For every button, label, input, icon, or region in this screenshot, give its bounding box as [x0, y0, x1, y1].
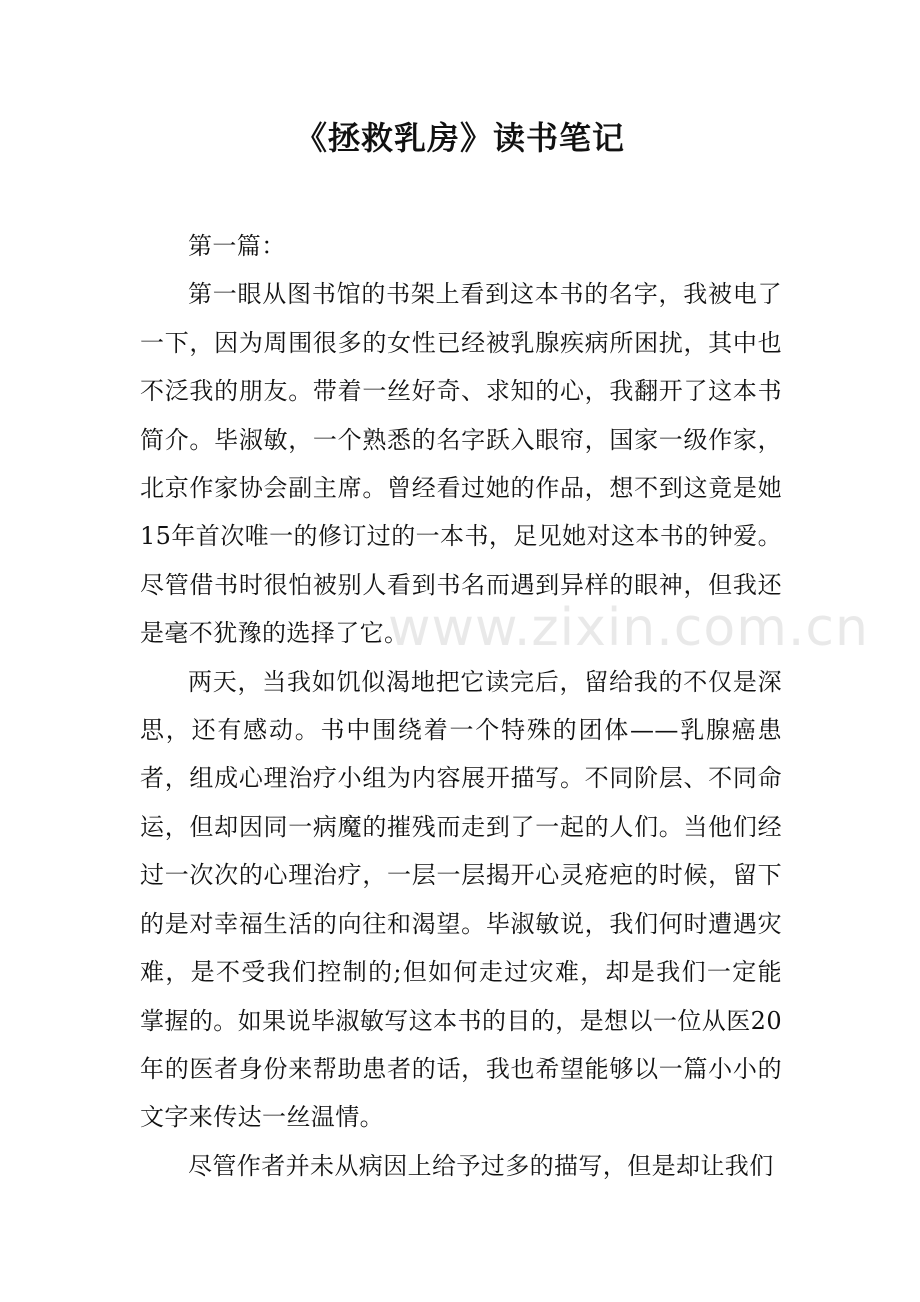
watermark: www.zixin.com.cn: [388, 598, 869, 658]
paragraph-1: 第一眼从图书馆的书架上看到这本书的名字，我被电了一下，因为周围很多的女性已经被乳腺疾病所困扰，其中也不泛我的朋友。带着一丝好奇、求知的心，我翻开了这本书简介。毕淑敏，一个熟悉的名字跃入眼帘，国家一级作家，北京作家协会副主席。曾经看过她的作品，想不到这竟是她15年首次唯一的修订过的一本书，足见她对这本书的钟爱。尽管借书时很怕被别人看到书名而遇到异样的眼神，但我还是毫不犹豫的选择了它。: [140, 280, 782, 648]
paragraph-2: 两天，当我如饥似渴地把它读完后，留给我的不仅是深思，还有感动。书中围绕着一个特殊的团体——乳腺癌患者，组成心理治疗小组为内容展开描写。不同阶层、不同命运，但却因同一病魔的摧残而走到了一起的人们。当他们经过一次次的心理治疗，一层一层揭开心灵疮疤的时候，留下的是对幸福生活的向往和渴望。毕淑敏说，我们何时遭遇灾难，是不受我们控制的;但如何走过灾难，却是我们一定能掌握的。如果说毕淑敏写这本书的目的，是想以一位从医20年的医者身份来帮助患者的话，我也希望能够以一篇小小的文字来传达一丝温情。: [140, 667, 782, 1132]
section-label: 第一篇：: [188, 232, 286, 260]
paragraph-3: 尽管作者并未从病因上给予过多的描写，但是却让我们: [188, 1151, 774, 1180]
document-title: 《拯救乳房》读书笔记: [294, 119, 625, 157]
document-body: [140, 222, 782, 1190]
